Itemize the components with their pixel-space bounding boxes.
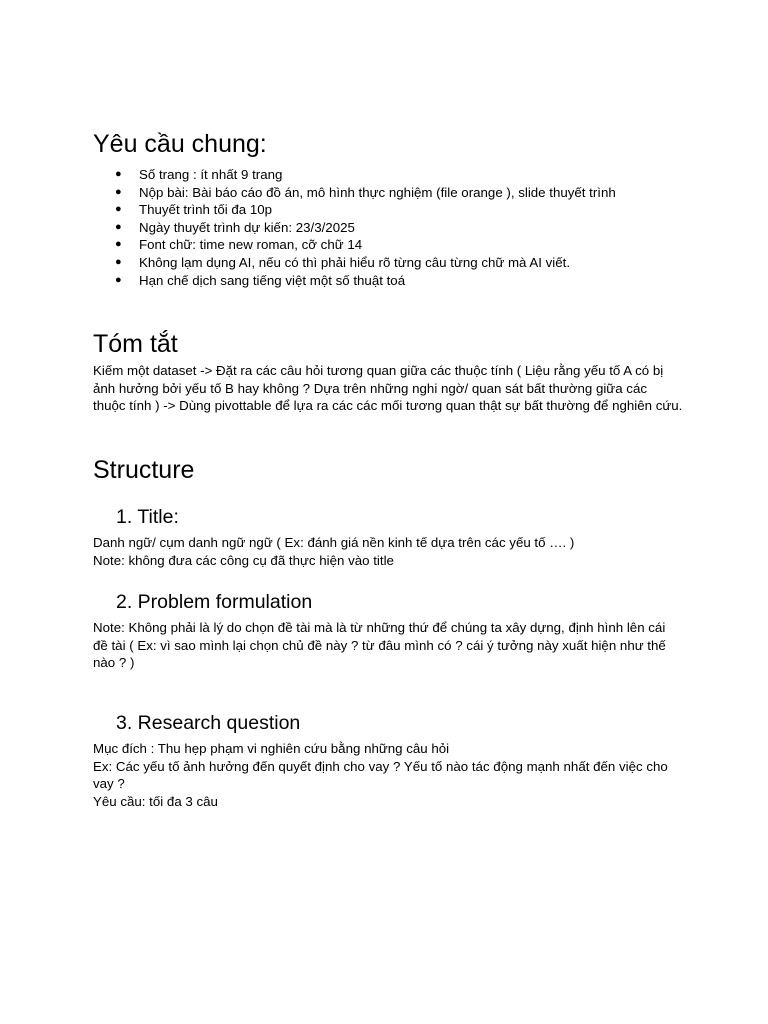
list-item [93,201,683,219]
subsection-heading: 1. Title: [116,505,179,528]
list-item [93,272,683,290]
structure-section [93,452,683,810]
document-content [93,126,683,810]
bullet-icon: ● [115,203,122,216]
bullet-icon: ● [115,168,122,180]
bullet-icon: ● [115,273,122,286]
summary-heading: Tóm tắt [93,330,178,359]
paragraph-line: Danh ngữ/ cụm danh ngữ ngữ ( Ex: đánh giá nền kinh tế dựa trên các yếu tố …. ) [93,534,575,550]
structure-heading: Structure [93,455,195,484]
list-item-text: Số trang : ít nhất 9 trang [139,167,283,182]
list-item-text: Ngày thuyết trình dự kiến: 23/3/2025 [139,219,355,235]
requirements-list [93,166,683,289]
subsection-problem-formulation [93,589,683,672]
bullet-icon: ● [115,220,122,233]
list-item-text: Nộp bài: Bài báo cáo đồ án, mô hình thực nghiệm (file orange ), slide thuyết trình [139,184,616,200]
paragraph-line: Note: Không phải là lý do chọn đề tài mà là từ những thứ để chúng ta xây dựng, định hình lên cái đề tài ( Ex: vì sao mình lại chọn chủ đề này ? từ đâu mình có ? cái ý tưởng này xuất hiện như thế nào ? ) [93,620,666,671]
list-item-text: Hạn chế dịch sang tiếng việt một số thuật toá [139,272,406,288]
paragraph-line: Note: không đưa các công cụ đã thực hiện vào title [93,552,394,568]
subsection-body [93,619,683,672]
subsection-heading: 3. Research question [116,711,301,734]
list-item-text: Font chữ: time new roman, cỡ chữ 14 [139,237,363,253]
list-item [93,166,683,184]
list-item-text: Không lạm dụng AI, nếu có thì phải hiểu rõ từng câu từng chữ mà AI viết. [139,254,571,270]
requirements-heading: Yêu cầu chung: [93,130,267,158]
paragraph-line: Ex: Các yếu tố ảnh hưởng đến quyết định cho vay ? Yếu tố nào tác động mạnh nhất đến việc cho vay ? [93,758,668,792]
requirements-section [93,126,683,289]
summary-paragraph: Kiếm một dataset -> Đặt ra các câu hỏi tương quan giữa các thuộc tính ( Liệu rằng yếu tố A có bị ảnh hưởng bởi yếu tố B hay không ? Dựa trên những nghi ngờ/ quan sát bất thường giữa các thuộc tính ) -> Dùng pivottable để lựa ra các các mối tương quan thật sự bất thường để nghiên cứu. [93,363,683,414]
subsection-heading: 2. Problem formulation [116,591,313,614]
subsection-research-question [93,710,683,810]
list-item [93,184,683,202]
bullet-icon: ● [115,238,122,251]
bullet-icon: ● [115,185,122,198]
subsection-body [93,740,683,810]
summary-section [93,326,683,415]
list-item [93,254,683,272]
bullet-icon: ● [115,255,122,268]
list-item [93,219,683,237]
subsection-body [93,534,683,569]
subsection-title [93,504,683,569]
paragraph-line: Mục đích : Thu hẹp phạm vi nghiên cứu bằng những câu hỏi [93,740,450,756]
paragraph-line: Yêu cầu: tối đa 3 câu [93,793,218,809]
list-item [93,236,683,254]
list-item-text: Thuyết trình tối đa 10p [139,202,273,218]
